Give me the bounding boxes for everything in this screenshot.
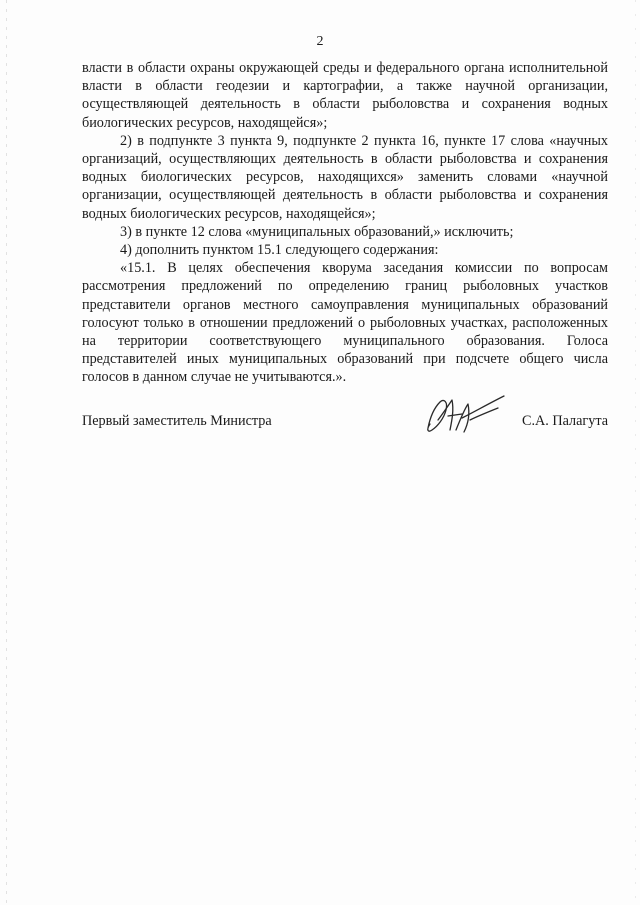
document-body: [82, 59, 608, 387]
signature-block: [82, 410, 608, 450]
handwritten-signature-image: [418, 390, 508, 438]
paragraph-3: 3) в пункте 12 слова «муниципальных образований,» исключить;: [120, 223, 514, 240]
paragraph-2: 2) в подпункте 3 пункта 9, подпункте 2 пункта 16, пункте 17 слова «научных организаций, осуществляющих деятельность в области рыболовства и сохранения водных биологических ресурсов, находящихся» заменить словами «научной организации, осуществляющей деятельность в области рыболовства и сохранения водных биологических ресурсов, находящейся»;: [82, 132, 608, 222]
signatory-title: Первый заместитель Министра: [82, 413, 272, 429]
signatory-name: С.А. Палагута: [522, 413, 608, 429]
scan-edge-right: [635, 0, 636, 905]
scan-edge-left: [6, 0, 7, 905]
paragraph-1: власти в области охраны окружающей среды и федерального органа исполнительной власти в области геодезии и картографии, а также научной организации, осуществляющей деятельность в области рыболовства и сохранения водных биологических ресурсов, находящейся»;: [82, 60, 608, 131]
paragraph-5: «15.1. В целях обеспечения кворума заседания комиссии по вопросам рассмотрения предложений по определению границ рыболовных участков представители органов местного самоуправления муниципальных образований голосуют только в отношении предложений о рыболовных участках, расположенных на территории соответствующего муниципального образования. Голоса представителей иных муниципальных образований при подсчете общего числа голосов в данном случае не учитываются.».: [82, 260, 608, 386]
paragraph-4: 4) дополнить пунктом 15.1 следующего содержания:: [120, 242, 439, 259]
page-number: 2: [316, 34, 324, 49]
